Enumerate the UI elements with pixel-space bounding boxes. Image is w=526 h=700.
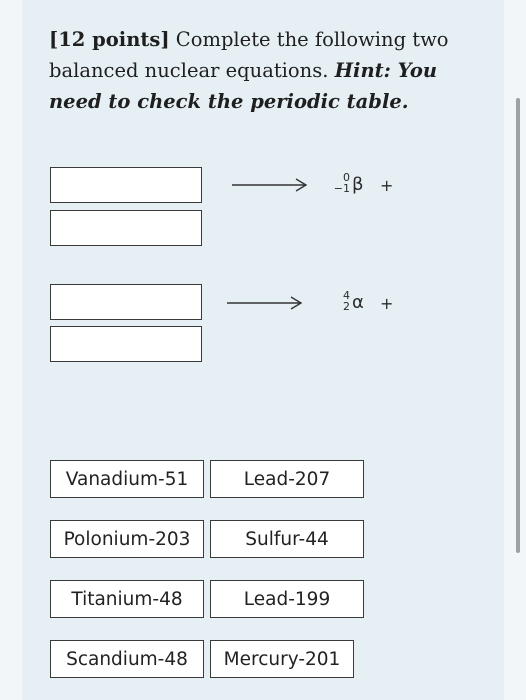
hint-text: Hint: You need to check the periodic table.	[49, 59, 438, 113]
equation-1-arrow-icon	[230, 178, 310, 192]
question-body: Complete the following two balanced nuclear equations.	[49, 28, 449, 82]
equation-1-drop-slot-2[interactable]	[50, 210, 202, 246]
equation-2-drop-slot-2[interactable]	[50, 326, 202, 362]
choice-tile[interactable]: Sulfur-44	[210, 520, 364, 558]
choice-tile[interactable]: Lead-199	[210, 580, 364, 618]
equation-1-mass-number: 0	[343, 171, 350, 184]
equation-1-symbol: β	[352, 174, 364, 195]
equation-1-plus: +	[380, 176, 394, 195]
equation-2-atomic-number: 2	[343, 300, 350, 313]
choice-tile[interactable]: Titanium-48	[50, 580, 204, 618]
equation-2-symbol: α	[352, 292, 364, 313]
equation-1-drop-slot-1[interactable]	[50, 167, 202, 203]
equation-2-drop-slot-1[interactable]	[50, 284, 202, 320]
equation-1-atomic-number: −1	[333, 182, 350, 195]
choice-tile[interactable]: Scandium-48	[50, 640, 204, 678]
points-label: [12 points]	[49, 28, 170, 51]
scrollbar[interactable]	[516, 98, 520, 553]
choice-tile[interactable]: Polonium-203	[50, 520, 204, 558]
choice-tile[interactable]: Lead-207	[210, 460, 364, 498]
choice-tile[interactable]: Mercury-201	[210, 640, 354, 678]
question-text	[49, 24, 449, 117]
equation-2-arrow-icon	[225, 296, 305, 310]
equation-2-mass-number: 4	[343, 289, 350, 302]
equation-2-plus: +	[380, 294, 394, 313]
choice-tile[interactable]: Vanadium-51	[50, 460, 204, 498]
